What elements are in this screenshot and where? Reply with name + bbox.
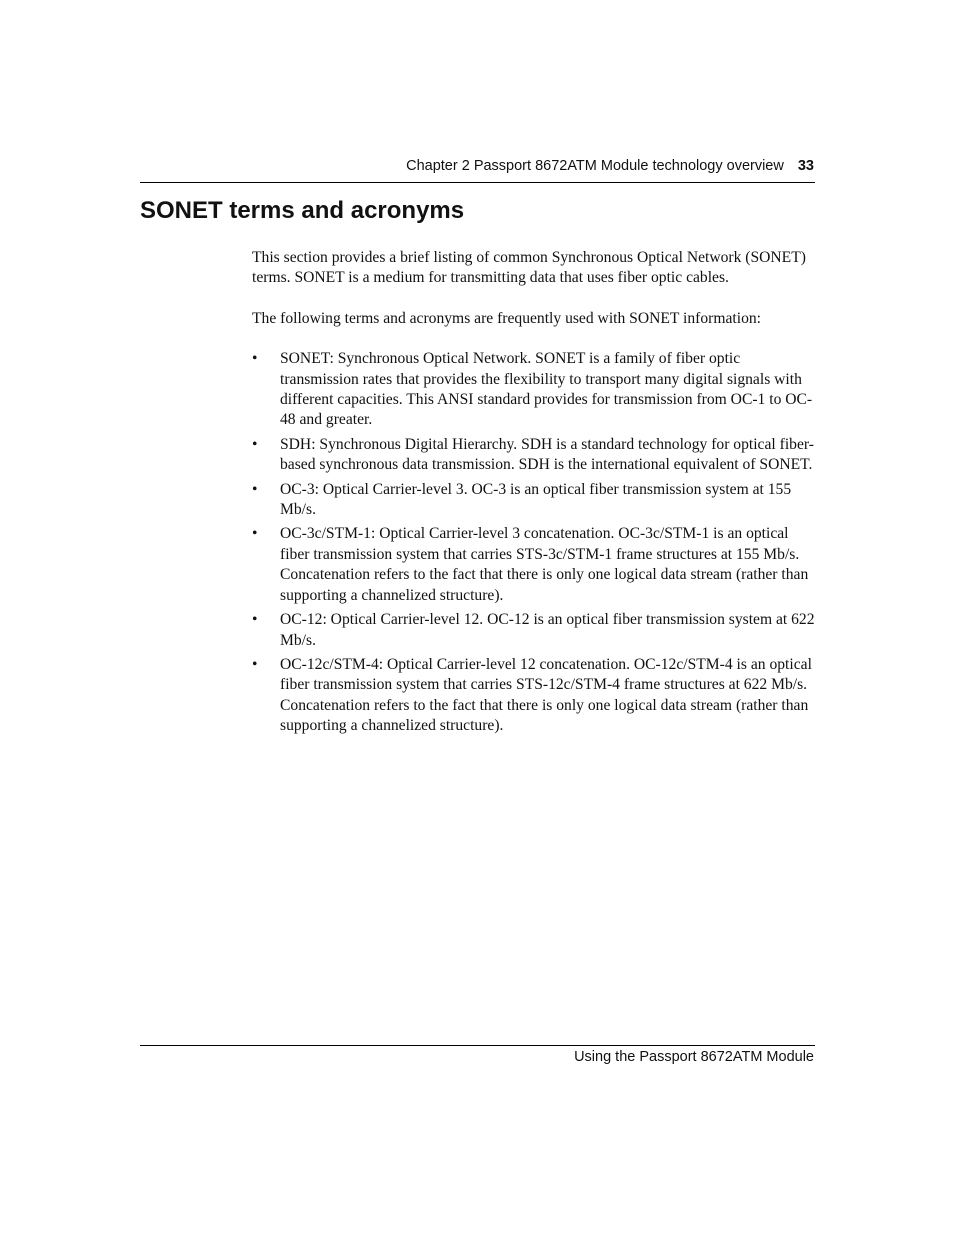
section-body (252, 248, 817, 741)
section-title: SONET terms and acronyms (140, 197, 465, 224)
bullet-icon: • (252, 655, 258, 673)
terms-list (252, 349, 817, 736)
lead-in-paragraph: The following terms and acronyms are frequently used with SONET information: (252, 309, 761, 327)
footer-rule (140, 1045, 815, 1046)
list-item (252, 610, 817, 651)
list-item (252, 480, 817, 521)
list-item (252, 349, 817, 431)
bullet-icon: • (252, 435, 258, 453)
list-item-text: OC-3: Optical Carrier-level 3. OC-3 is an optical fiber transmission system at 155 Mb/s. (280, 480, 792, 519)
bullet-icon: • (252, 480, 258, 498)
list-item-text: OC-12: Optical Carrier-level 12. OC-12 is an optical fiber transmission system at 622 Mb/s. (280, 611, 815, 649)
list-item (252, 655, 817, 737)
bullet-icon: • (252, 525, 258, 543)
list-item-text: OC-3c/STM-1: Optical Carrier-level 3 concatenation. OC-3c/STM-1 is an optical fiber transmission system that carries STS-3c/STM-1 frame structures at 155 Mb/s. Concatenation refers to the fact that there is only one logical data stream (rather than supporting a channelized structure). (280, 525, 809, 604)
chapter-title: Chapter 2 Passport 8672ATM Module technology overview (406, 158, 784, 174)
list-item-text: OC-12c/STM-4: Optical Carrier-level 12 concatenation. OC-12c/STM-4 is an optical fiber transmission system that carries STS-12c/STM-4 frame structures at 622 Mb/s. Concatenation refers to the fact that there is only one logical data stream (rather than supporting a channelized structure). (280, 655, 812, 735)
bullet-icon: • (252, 611, 258, 629)
list-item (252, 435, 817, 476)
running-footer: Using the Passport 8672ATM Module (574, 1049, 814, 1065)
list-item (252, 524, 817, 606)
running-header (140, 157, 814, 175)
intro-paragraph: This section provides a brief listing of common Synchronous Optical Network (SONET) terms. SONET is a medium for transmitting data that uses fiber optic cables. (252, 249, 806, 287)
list-item-text: SONET: Synchronous Optical Network. SONET is a family of fiber optic transmission rates that provides the flexibility to transport many digital signals with different capacities. This ANSI standard provides for transmission from OC-1 to OC-48 and greater. (280, 350, 813, 429)
page-number: 33 (797, 158, 814, 174)
list-item-text: SDH: Synchronous Digital Hierarchy. SDH is a standard technology for optical fiber-based synchronous data transmission. SDH is the international equivalent of SONET. (280, 435, 814, 474)
header-rule (140, 182, 815, 183)
bullet-icon: • (252, 350, 258, 368)
